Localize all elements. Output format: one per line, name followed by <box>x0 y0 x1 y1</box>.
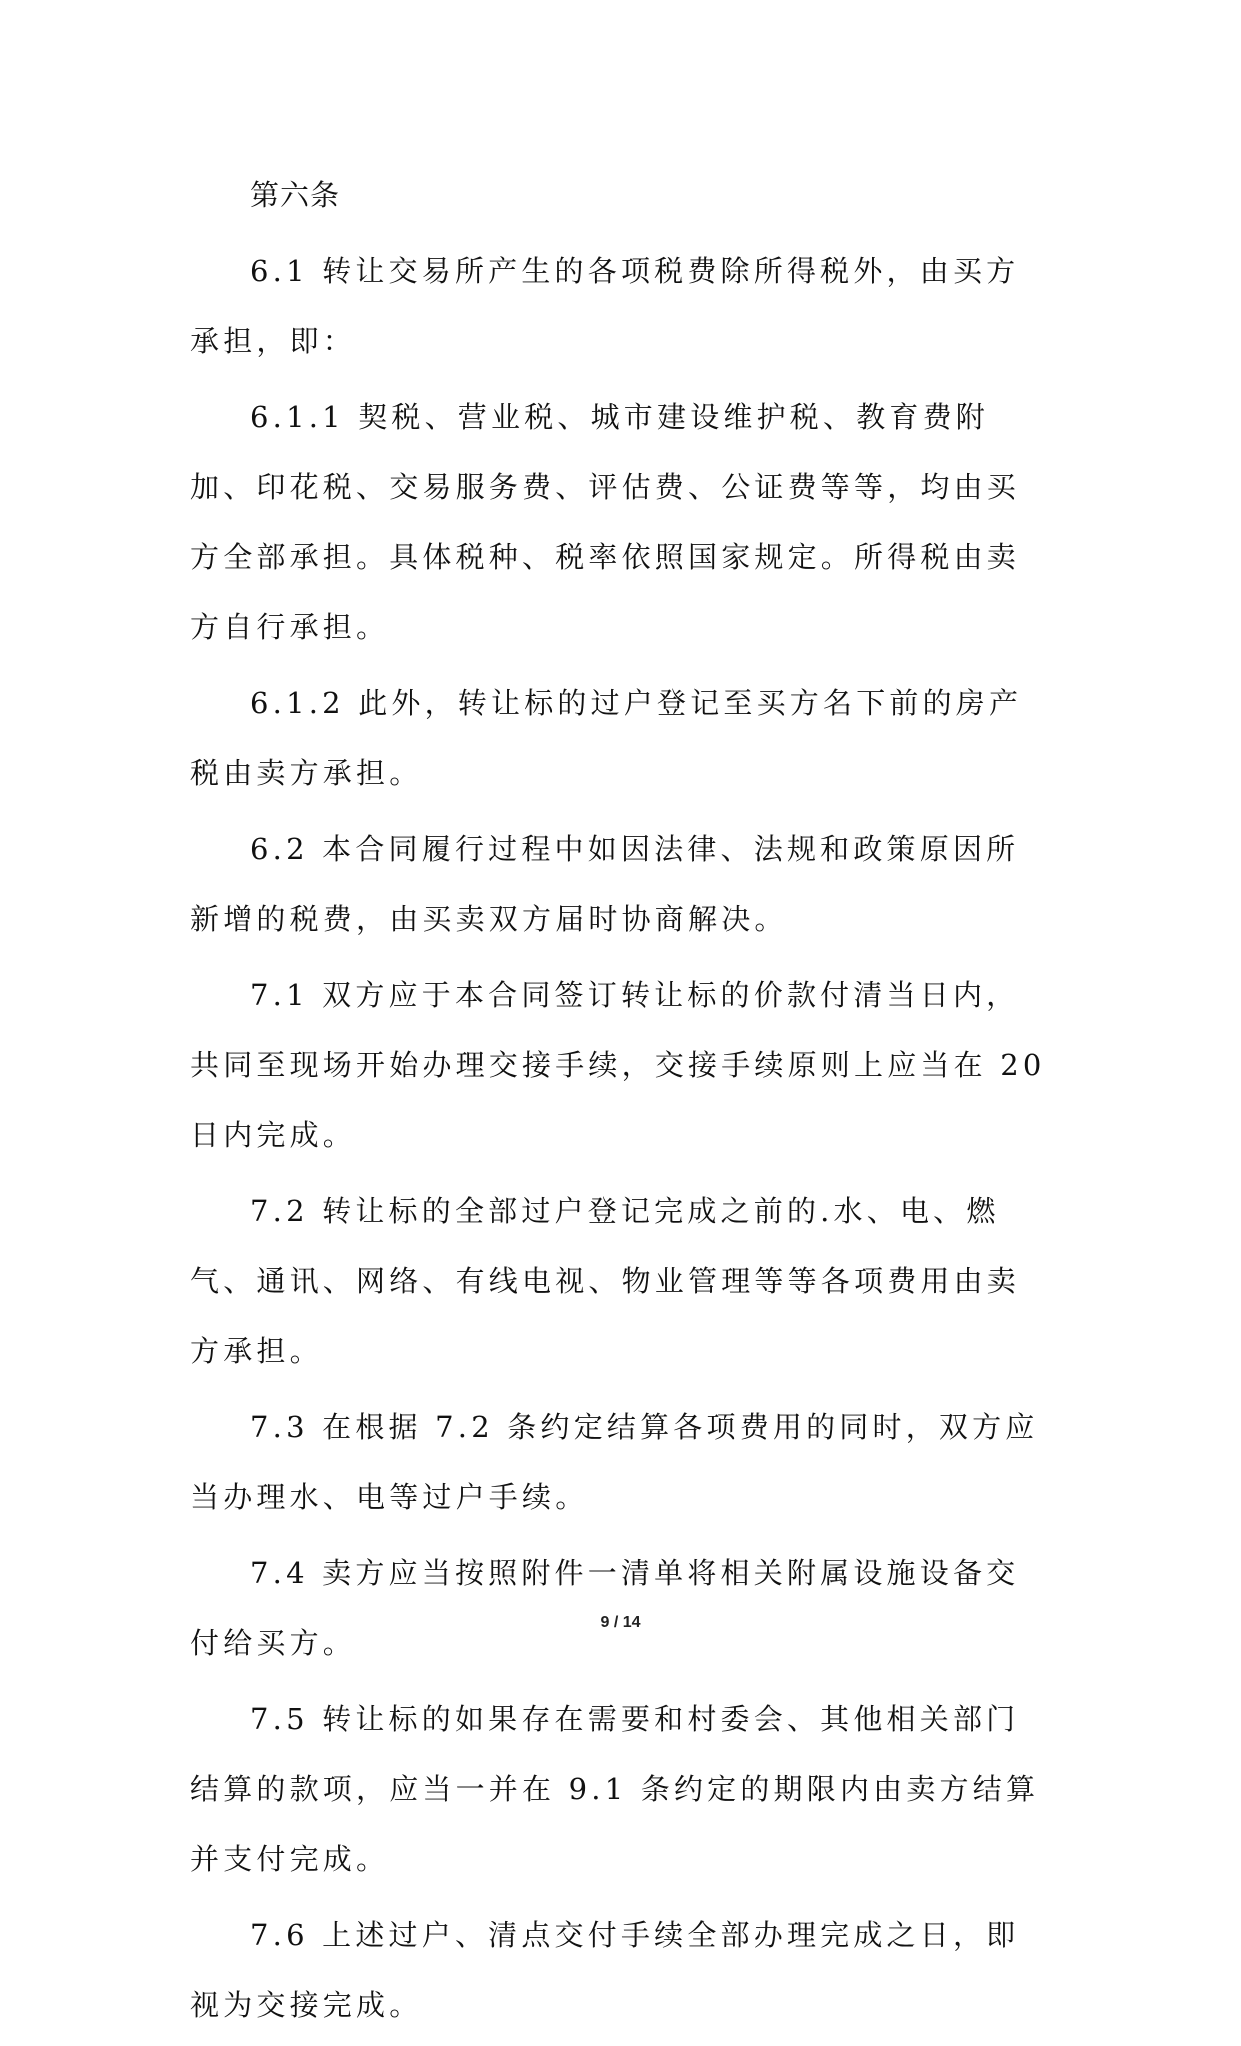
clause-6-1-1: 6.1.1 契税、营业税、城市建设维护税、教育费附加、印花税、交易服务费、评估费、公证费等等，均由买方全部承担。具体税种、税率依照国家规定。所得税由卖方自行承担。 <box>190 400 1021 644</box>
clause-7-4: 7.4 卖方应当按照附件一清单将相关附属设施设备交付给买方。 <box>190 1556 1020 1660</box>
clause-6-1: 6.1 转让交易所产生的各项税费除所得税外，由买方承担，即： <box>190 254 1020 358</box>
page-number: 9 / 14 <box>600 1614 641 1631</box>
document-body <box>190 160 1052 2046</box>
clause-7-2: 7.2 转让标的全部过户登记完成之前的.水、电、燃气、通讯、网络、有线电视、物业管理等等各项费用由卖方承担。 <box>190 1194 1021 1368</box>
clause-7-6: 7.6 上述过户、清点交付手续全部办理完成之日，即视为交接完成。 <box>190 1918 1020 2022</box>
clause-7-1: 7.1 双方应于本合同签订转让标的价款付清当日内，共同至现场开始办理交接手续，交接手续原则上应当在 20 日内完成。 <box>190 978 1046 1152</box>
section-heading: 第六条 <box>250 178 341 212</box>
clause-7-3: 7.3 在根据 7.2 条约定结算各项费用的同时，双方应当办理水、电等过户手续。 <box>190 1410 1039 1514</box>
clause-7-5: 7.5 转让标的如果存在需要和村委会、其他相关部门结算的款项，应当一并在 9.1 条约定的期限内由卖方结算并支付完成。 <box>190 1702 1040 1876</box>
clause-6-2: 6.2 本合同履行过程中如因法律、法规和政策原因所新增的税费，由买卖双方届时协商解决。 <box>190 832 1020 936</box>
clause-6-1-2: 6.1.2 此外，转让标的过户登记至买方名下前的房产税由卖方承担。 <box>190 686 1023 790</box>
